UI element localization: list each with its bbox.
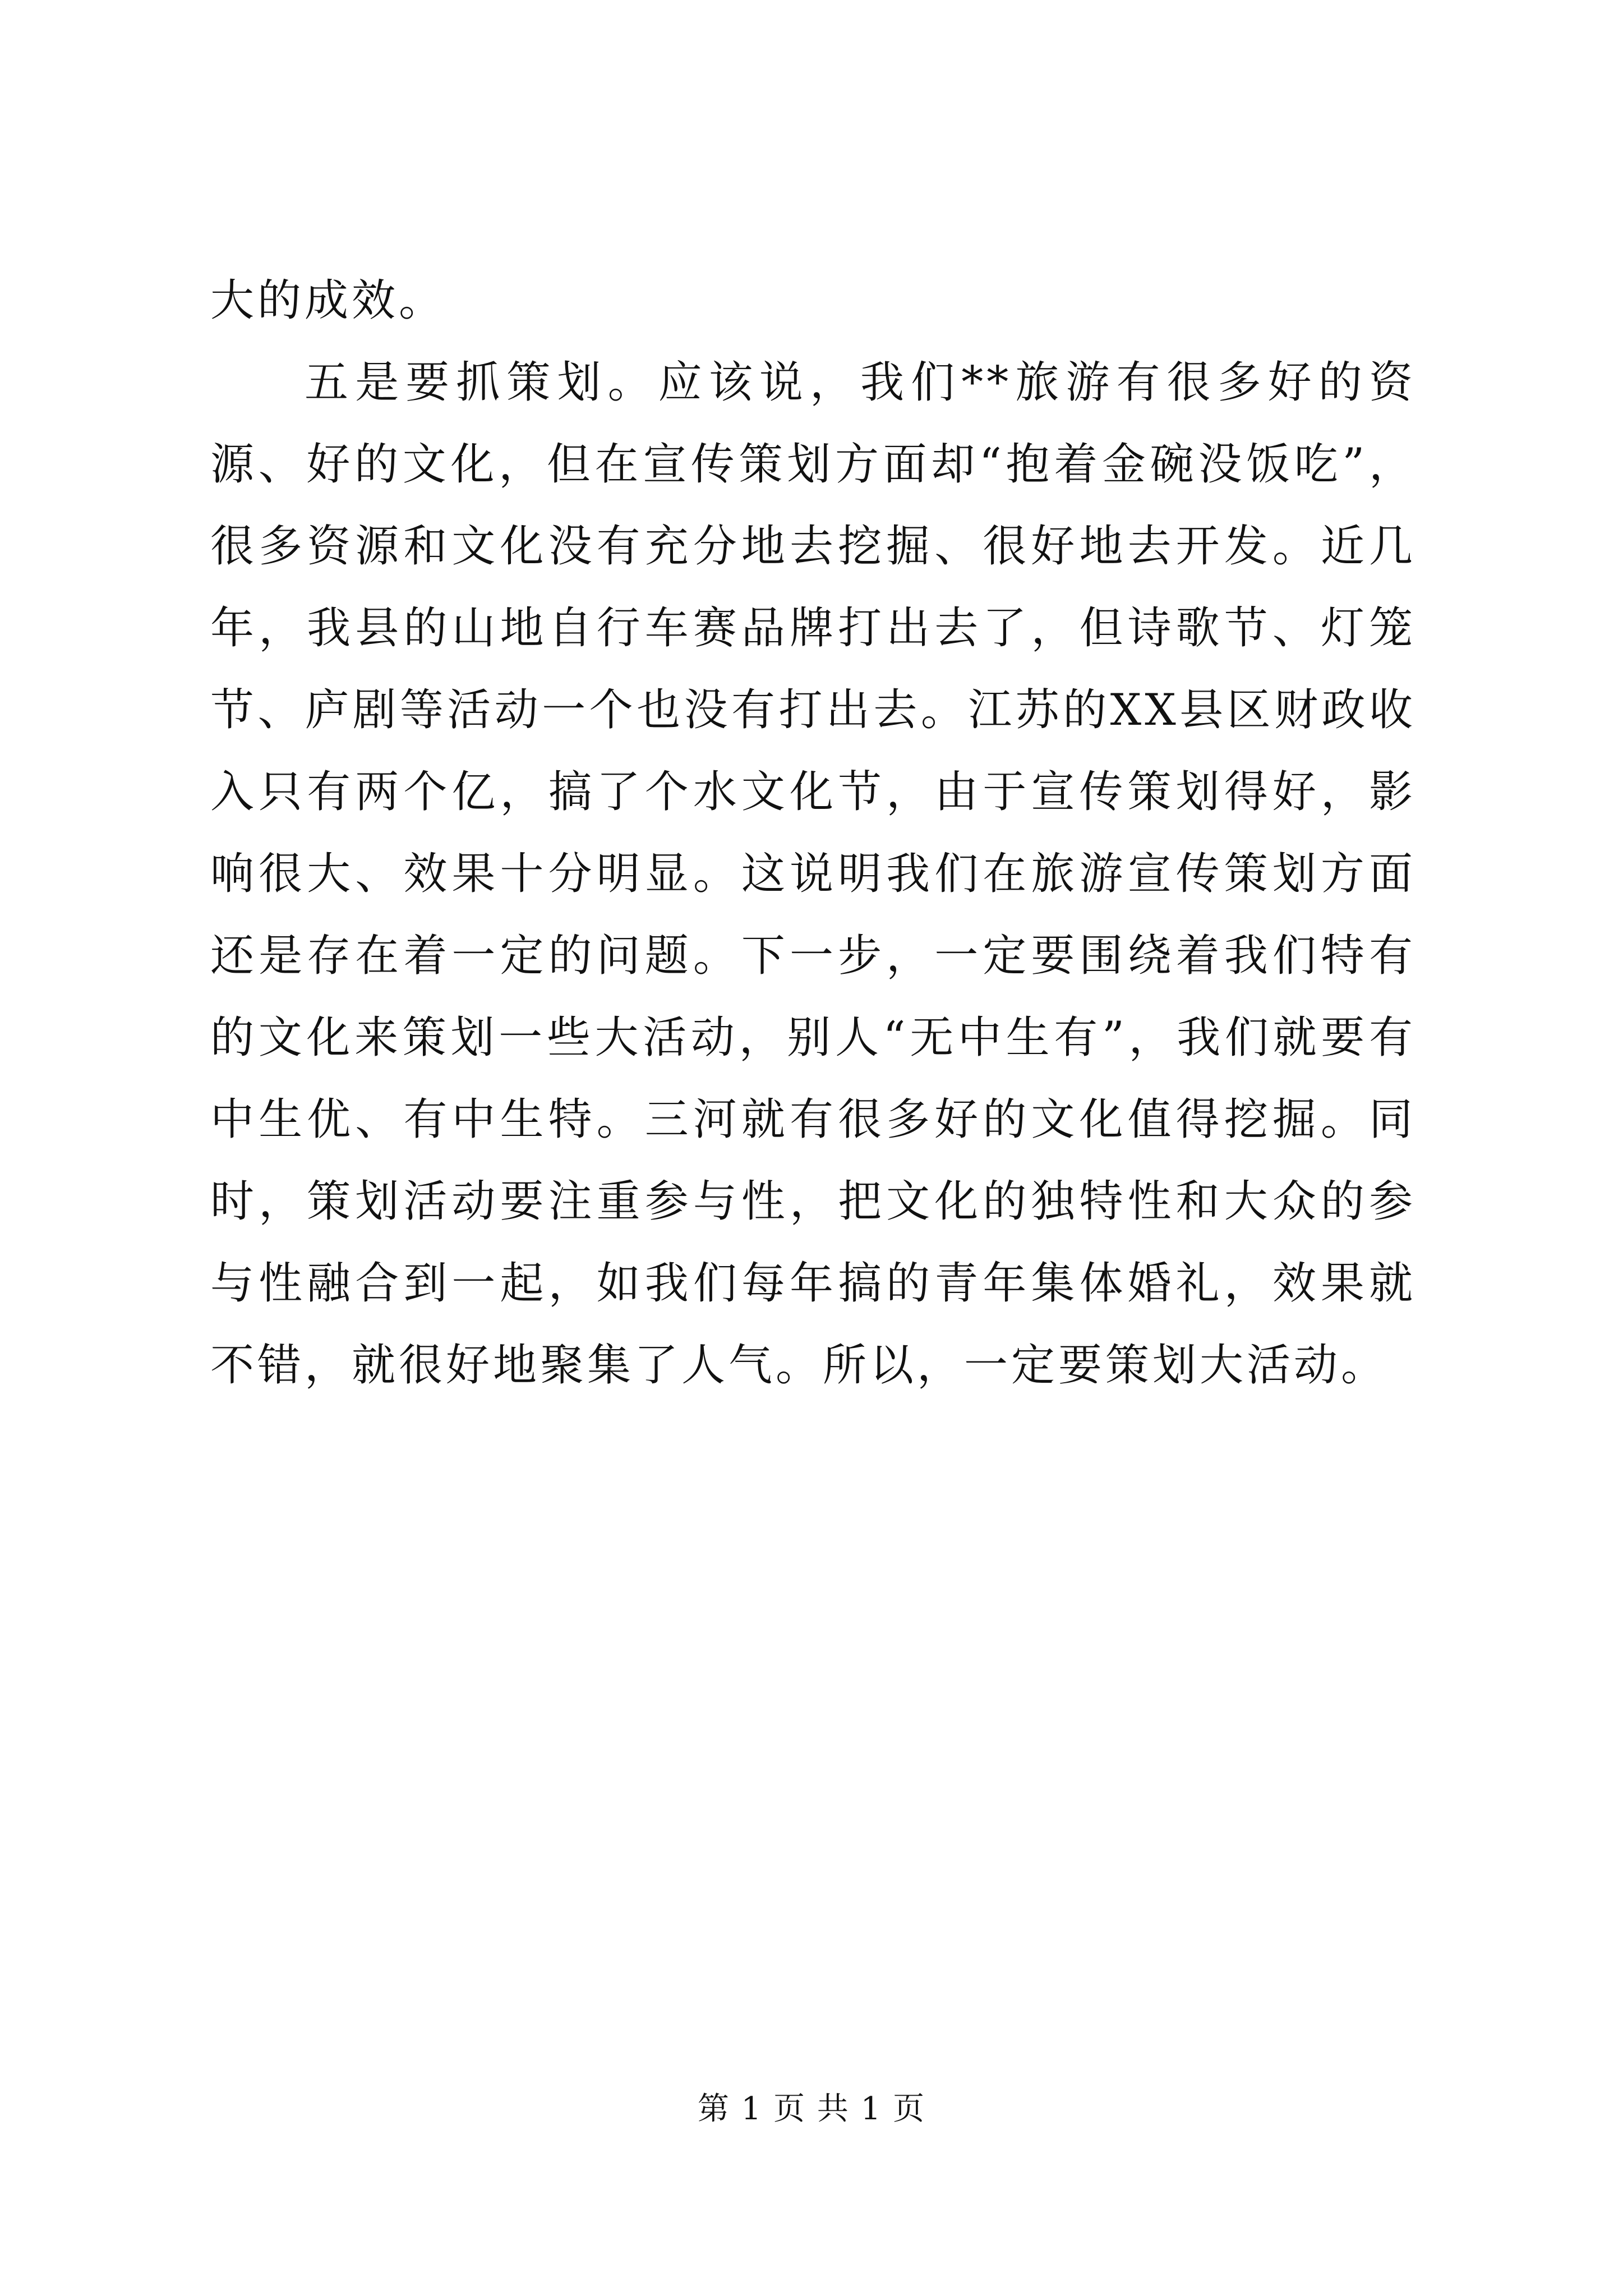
page-number-label: 第 1 页 共 1 页 [697,2091,926,2127]
body-text [210,260,1416,1406]
page-footer [0,2087,1623,2132]
paragraph-continuation: 大的成效。 [210,275,446,326]
paragraph-planning: 五是要抓策划。应该说，我们**旅游有很多好的资源、好的文化，但在宣传策划方面却“抱着金碗没饭吃”，很多资源和文化没有充分地去挖掘、很好地去开发。近几年，我县的山地自行车赛品牌打出去了，但诗歌节、灯笼节、庐剧等活动一个也没有打出去。江苏的XX县区财政收入只有两个亿，搞了个水文化节，由于宣传策划得好，影响很大、效果十分明显。这说明我们在旅游宣传策划方面还是存在着一定的问题。下一步，一定要围绕着我们特有的文化来策划一些大活动，别人“无中生有”，我们就要有中生优、有中生特。三河就有很多好的文化值得挖掘。同时，策划活动要注重参与性，把文化的独特性和大众的参与性融合到一起，如我们每年搞的青年集体婚礼，效果就不错，就很好地聚集了人气。所以，一定要策划大活动。 [210,357,1416,1391]
